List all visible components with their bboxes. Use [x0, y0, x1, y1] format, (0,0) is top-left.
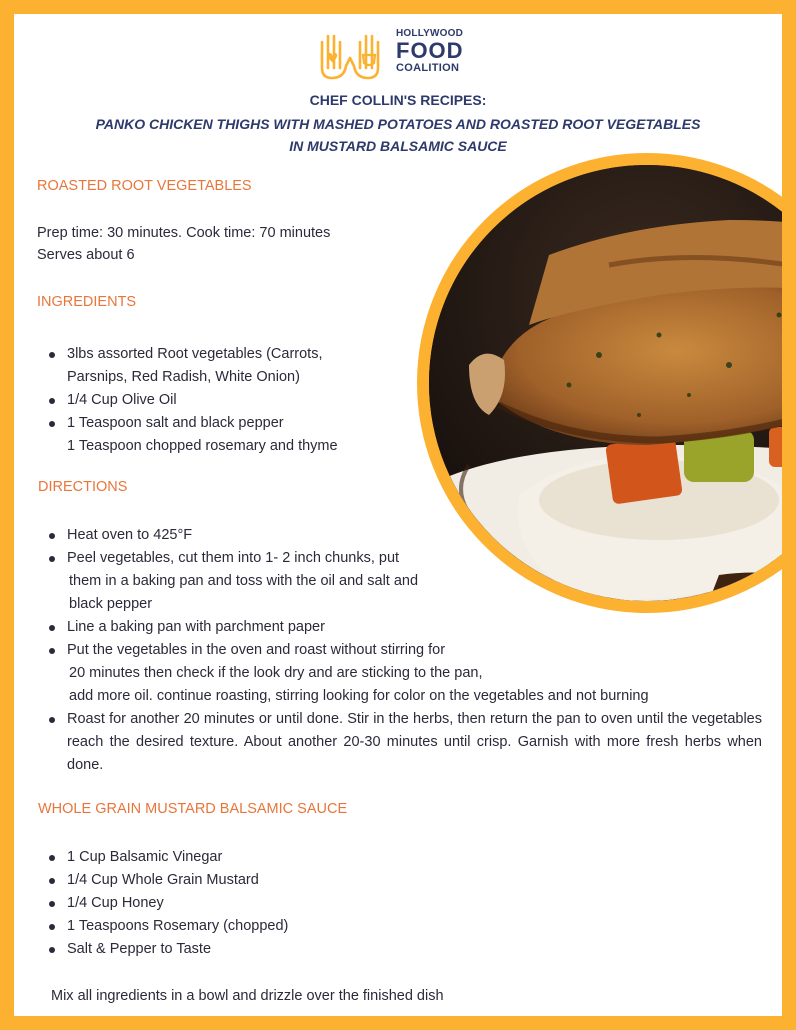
- list-item: 1/4 Cup Olive Oil: [37, 389, 417, 412]
- list-item: Put the vegetables in the oven and roast without stirring for: [37, 639, 762, 662]
- list-item: Roast for another 20 minutes or until done. Stir in the herbs, then return the pan to oven until the vegetables reach the desired texture. About another 20-30 minutes until crisp. Garnish with more fresh herbs when done.: [37, 708, 762, 777]
- serves-info: Serves about 6: [37, 247, 135, 263]
- list-item: 1/4 Cup Honey: [37, 892, 437, 915]
- list-item: 1 Teaspoons Rosemary (chopped): [37, 915, 437, 938]
- list-item: 1 Cup Balsamic Vinegar: [37, 846, 437, 869]
- list-item: 1 Teaspoon salt and black pepper: [37, 412, 417, 435]
- list-item: Peel vegetables, cut them into 1- 2 inch chunks, put: [37, 547, 762, 570]
- list-item: Heat oven to 425°F: [37, 524, 762, 547]
- prep-time: Prep time: 30 minutes. Cook time: 70 minutes: [37, 225, 331, 241]
- recipe-subtitle: [14, 113, 782, 157]
- directions-list: [37, 524, 762, 777]
- ingredients-title: INGREDIENTS: [37, 294, 137, 310]
- list-item: them in a baking pan and toss with the oil and salt and: [69, 573, 419, 589]
- hands-heart-cup-icon: [318, 28, 392, 80]
- subtitle-line-1: PANKO CHICKEN THIGHS WITH MASHED POTATOES AND ROASTED ROOT VEGETABLES: [95, 116, 701, 132]
- sauce-title: WHOLE GRAIN MUSTARD BALSAMIC SAUCE: [38, 801, 348, 817]
- list-item: Parsnips, Red Radish, White Onion): [67, 369, 300, 385]
- sauce-list: [37, 846, 437, 961]
- list-item: 1/4 Cup Whole Grain Mustard: [37, 869, 437, 892]
- list-item: black pepper: [69, 596, 153, 612]
- sauce-instruction: Mix all ingredients in a bowl and drizzle over the finished dish: [51, 988, 444, 1004]
- directions-title: DIRECTIONS: [38, 479, 128, 495]
- list-item: Salt & Pepper to Taste: [37, 938, 437, 961]
- hollywood-food-coalition-logo: [318, 28, 498, 84]
- prep-info: [37, 222, 330, 266]
- list-item: Line a baking pan with parchment paper: [37, 616, 762, 639]
- logo-line-2: FOOD: [396, 38, 464, 63]
- page-title: CHEF COLLIN'S RECIPES:: [309, 92, 487, 108]
- subtitle-line-2: IN MUSTARD BALSAMIC SAUCE: [289, 138, 507, 154]
- recipe-page: [14, 14, 782, 1016]
- logo-line-3: COALITION: [396, 62, 460, 74]
- roasted-section-title: ROASTED ROOT VEGETABLES: [37, 178, 252, 194]
- list-item: 3lbs assorted Root vegetables (Carrots,: [37, 343, 417, 366]
- list-item: 20 minutes then check if the look dry and are sticking to the pan,: [69, 665, 483, 681]
- list-item: add more oil. continue roasting, stirring looking for color on the vegetables and not burning: [69, 688, 649, 704]
- list-item: 1 Teaspoon chopped rosemary and thyme: [67, 438, 338, 454]
- logo-line-1: HOLLYWOOD: [396, 28, 463, 39]
- ingredients-list: [37, 343, 417, 458]
